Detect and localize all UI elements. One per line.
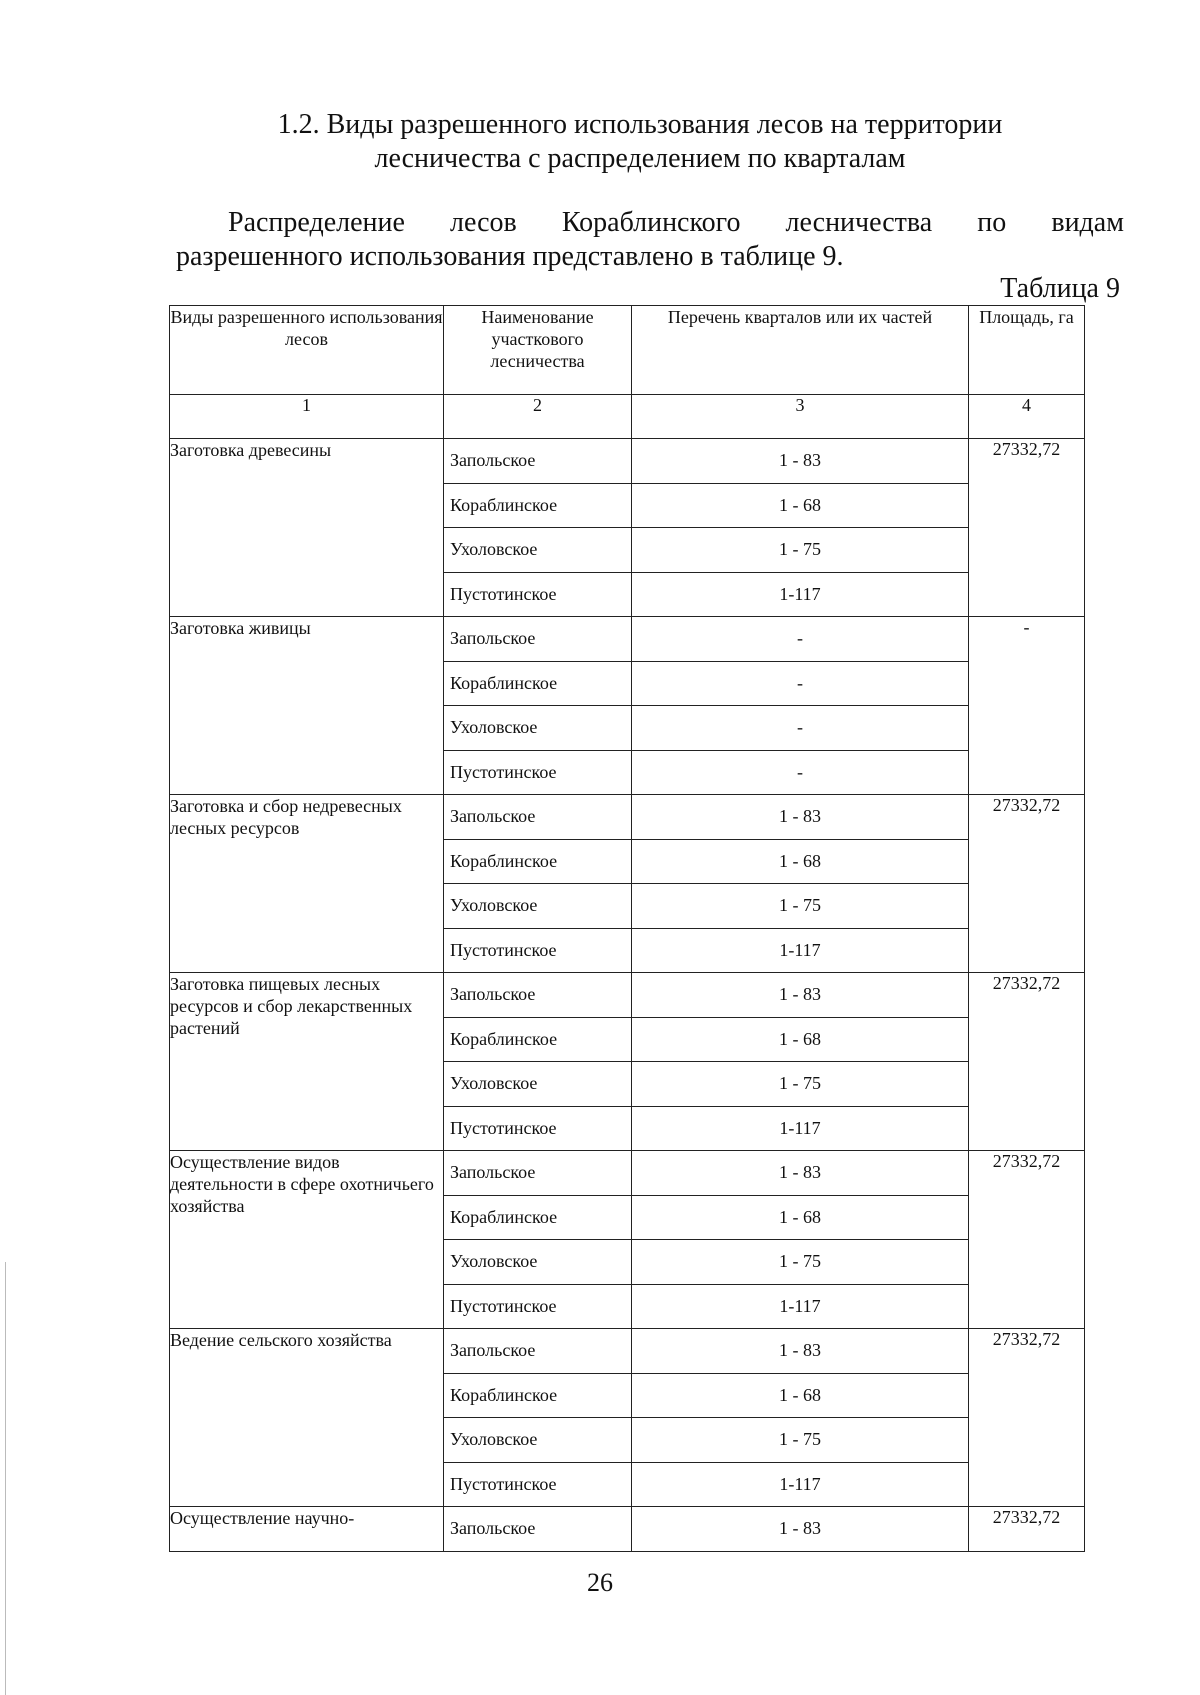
quarters-cell: 1 - 75 (632, 528, 969, 573)
quarters-cell: 1 - 83 (632, 1329, 969, 1374)
area-cell: 27332,72 (969, 1507, 1085, 1552)
intro-line-1 (176, 206, 1124, 240)
district-cell: Кораблинское (444, 1195, 632, 1240)
quarters-cell: 1 - 68 (632, 839, 969, 884)
quarters-cell: 1 - 83 (632, 795, 969, 840)
district-cell: Ухоловское (444, 706, 632, 751)
scan-margin-line (5, 1262, 6, 1695)
intro-word: лесов (450, 207, 517, 238)
quarters-cell: - (632, 750, 969, 795)
intro-line-2: разрешенного использования представлено в таблице 9. (176, 241, 844, 272)
quarters-cell: 1-117 (632, 572, 969, 617)
intro-word: Распределение (228, 207, 405, 238)
use-kind-cell: Заготовка древесины (170, 439, 444, 617)
table-row (170, 439, 1085, 484)
column-number: 1 (170, 395, 444, 439)
area-cell: 27332,72 (969, 1329, 1085, 1507)
quarters-cell: 1 - 83 (632, 1151, 969, 1196)
table-caption: Таблица 9 (1000, 273, 1120, 304)
quarters-cell: 1 - 68 (632, 1373, 969, 1418)
district-cell: Ухоловское (444, 1062, 632, 1107)
district-cell: Пустотинское (444, 1284, 632, 1329)
use-kind-cell: Ведение сельского хозяйства (170, 1329, 444, 1507)
district-cell: Ухоловское (444, 1418, 632, 1463)
quarters-cell: 1 - 83 (632, 439, 969, 484)
quarters-cell: - (632, 661, 969, 706)
column-number: 3 (632, 395, 969, 439)
table-row (170, 617, 1085, 662)
quarters-cell: - (632, 706, 969, 751)
section-heading-line-2: лесничества с распределением по кварталам (374, 143, 906, 174)
district-cell: Кораблинское (444, 661, 632, 706)
district-cell: Ухоловское (444, 1240, 632, 1285)
quarters-cell: 1-117 (632, 1106, 969, 1151)
use-kind-cell: Заготовка живицы (170, 617, 444, 795)
page-number: 26 (587, 1568, 613, 1597)
table-body (170, 439, 1085, 1552)
header-quarters: Перечень кварталов или их частей (632, 306, 969, 395)
header-use-kind: Виды разрешенного использования лесов (170, 306, 444, 395)
district-cell: Ухоловское (444, 884, 632, 929)
table-row (170, 1151, 1085, 1196)
district-cell: Пустотинское (444, 928, 632, 973)
district-cell: Ухоловское (444, 528, 632, 573)
quarters-cell: - (632, 617, 969, 662)
intro-word: Кораблинского (561, 207, 741, 238)
quarters-cell: 1 - 75 (632, 884, 969, 929)
district-cell: Запольское (444, 1151, 632, 1196)
district-cell: Кораблинское (444, 1373, 632, 1418)
district-cell: Кораблинское (444, 839, 632, 884)
table-header-row (170, 306, 1085, 395)
quarters-cell: 1-117 (632, 1284, 969, 1329)
district-cell: Запольское (444, 617, 632, 662)
district-cell: Пустотинское (444, 1106, 632, 1151)
intro-word: лесничества (785, 207, 933, 238)
quarters-cell: 1-117 (632, 928, 969, 973)
district-cell: Кораблинское (444, 483, 632, 528)
district-cell: Пустотинское (444, 1462, 632, 1507)
intro-word: видам (1051, 207, 1124, 238)
intro-word: по (977, 207, 1007, 238)
table-row (170, 1507, 1085, 1552)
district-cell: Пустотинское (444, 750, 632, 795)
use-kind-cell: Осуществление научно- (170, 1507, 444, 1552)
column-number: 2 (444, 395, 632, 439)
quarters-cell: 1 - 75 (632, 1062, 969, 1107)
district-cell: Запольское (444, 1329, 632, 1374)
use-kind-cell: Заготовка и сбор недревесных лесных ресурсов (170, 795, 444, 973)
area-cell: 27332,72 (969, 1151, 1085, 1329)
district-cell: Запольское (444, 1507, 632, 1552)
quarters-cell: 1 - 68 (632, 1017, 969, 1062)
intro-paragraph (176, 206, 1124, 274)
quarters-cell: 1-117 (632, 1462, 969, 1507)
quarters-cell: 1 - 75 (632, 1418, 969, 1463)
section-heading (150, 108, 1130, 176)
forest-use-table (169, 305, 1085, 1552)
column-number-row (170, 395, 1085, 439)
district-cell: Кораблинское (444, 1017, 632, 1062)
area-cell: 27332,72 (969, 795, 1085, 973)
header-district: Наименование участкового лесничества (444, 306, 632, 395)
district-cell: Пустотинское (444, 572, 632, 617)
quarters-cell: 1 - 75 (632, 1240, 969, 1285)
quarters-cell: 1 - 68 (632, 1195, 969, 1240)
area-cell: - (969, 617, 1085, 795)
quarters-cell: 1 - 83 (632, 973, 969, 1018)
header-area: Площадь, га (969, 306, 1085, 395)
table-row (170, 795, 1085, 840)
area-cell: 27332,72 (969, 973, 1085, 1151)
section-heading-line-1: 1.2. Виды разрешенного использования лесов на территории (277, 109, 1003, 140)
district-cell: Запольское (444, 439, 632, 484)
use-kind-cell: Заготовка пищевых лесных ресурсов и сбор лекарственных растений (170, 973, 444, 1151)
quarters-cell: 1 - 83 (632, 1507, 969, 1552)
table-row (170, 1329, 1085, 1374)
column-number: 4 (969, 395, 1085, 439)
use-kind-cell: Осуществление видов деятельности в сфере охотничьего хозяйства (170, 1151, 444, 1329)
table-row (170, 973, 1085, 1018)
district-cell: Запольское (444, 795, 632, 840)
quarters-cell: 1 - 68 (632, 483, 969, 528)
district-cell: Запольское (444, 973, 632, 1018)
area-cell: 27332,72 (969, 439, 1085, 617)
